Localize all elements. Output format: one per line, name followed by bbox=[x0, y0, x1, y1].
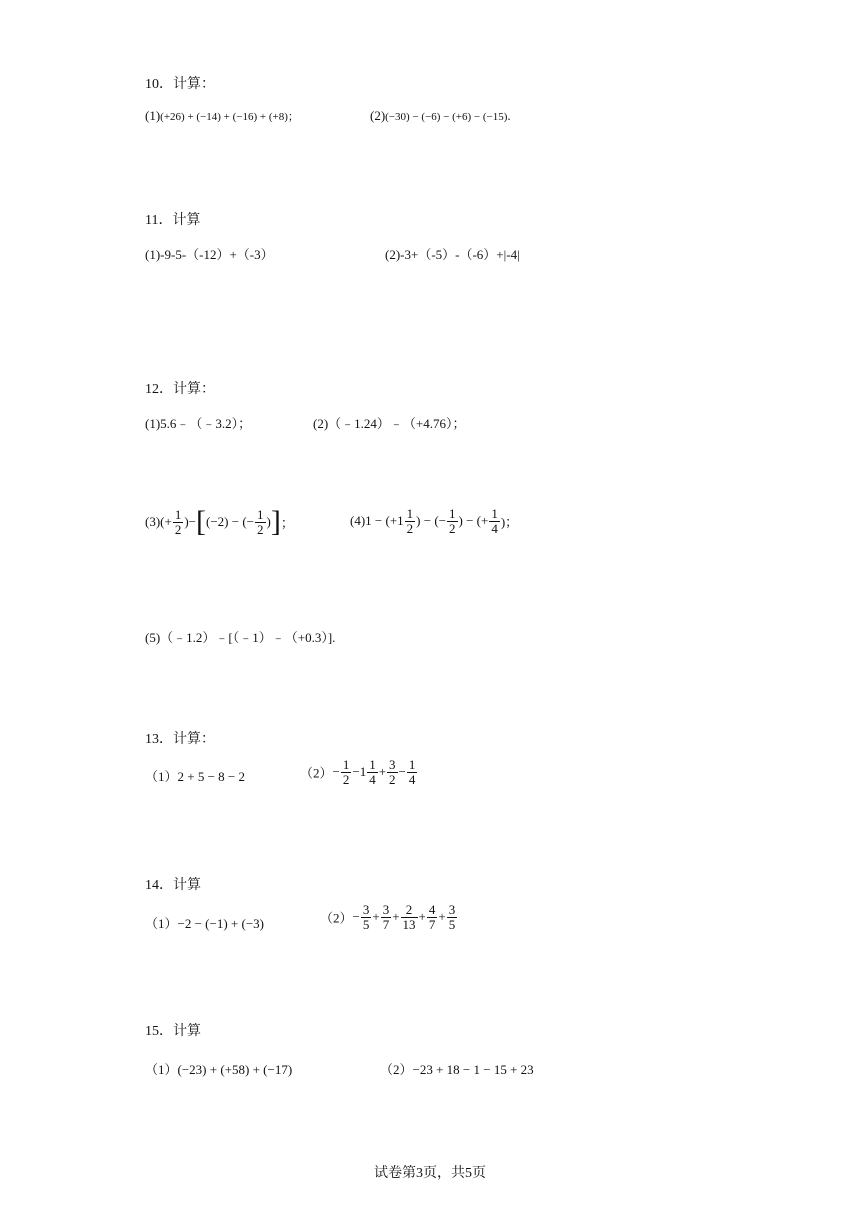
expression: (−23) + (+58) + (−17) bbox=[177, 1062, 293, 1077]
expression: − bbox=[332, 764, 340, 780]
numerator: 4 bbox=[428, 902, 436, 917]
denominator: 4 bbox=[369, 771, 376, 787]
punctuation: ； bbox=[287, 111, 299, 123]
question-13-part-2 bbox=[300, 758, 418, 786]
denominator: 4 bbox=[408, 771, 416, 787]
expression: ) − (− bbox=[416, 513, 446, 529]
numerator: 2 bbox=[401, 903, 418, 918]
page-footer: 试卷第3页，共5页 bbox=[374, 1166, 486, 1181]
expression: 2 + 5 − 8 − 2 bbox=[177, 769, 246, 784]
numerator: 1 bbox=[257, 506, 264, 522]
question-11-part-2: (2)-3+（-5）-（-6）+|-4| bbox=[385, 247, 520, 262]
expression: ) − (+ bbox=[458, 513, 489, 529]
fraction bbox=[489, 507, 500, 535]
part-label: (4) bbox=[350, 513, 366, 529]
part-label: （2） bbox=[320, 910, 353, 926]
numerator: 1 bbox=[174, 506, 182, 522]
numerator: 3 bbox=[448, 902, 456, 917]
question-15-part-2 bbox=[380, 1059, 534, 1078]
numerator: 3 bbox=[382, 902, 390, 917]
expression: −2 − (−1) + (−3) bbox=[177, 916, 264, 931]
denominator: 2 bbox=[257, 521, 264, 537]
numerator: 3 bbox=[362, 902, 370, 917]
question-13-part-1 bbox=[145, 766, 245, 785]
fraction bbox=[427, 903, 438, 931]
question-12-part-1: (1)5.6﹣（﹣3.2）； bbox=[145, 416, 252, 431]
fraction bbox=[173, 508, 184, 536]
fraction bbox=[447, 507, 458, 535]
question-12-part-2: (2)（﹣1.24）﹣（+4.76）； bbox=[313, 416, 466, 431]
expression: )； bbox=[500, 514, 519, 530]
expression: + bbox=[418, 909, 426, 925]
expression: − bbox=[398, 764, 406, 780]
question-15-part-1 bbox=[145, 1059, 292, 1078]
fraction bbox=[401, 903, 418, 931]
fraction bbox=[447, 903, 458, 931]
expression: (−2) − (− bbox=[206, 514, 254, 529]
question-13-title: 13．计算： bbox=[145, 732, 215, 747]
numerator: 1 bbox=[342, 757, 350, 772]
question-14-title: 14．计算 bbox=[145, 878, 201, 893]
expression: (+26) + (−14) + (−16) + (+8) bbox=[160, 111, 288, 123]
fraction bbox=[361, 903, 372, 931]
part-label: （2） bbox=[380, 1062, 413, 1077]
question-12-part-3 bbox=[145, 507, 294, 537]
denominator: 2 bbox=[449, 520, 456, 536]
denominator: 5 bbox=[362, 916, 370, 932]
question-15-title: 15．计算 bbox=[145, 1024, 201, 1039]
expression: −1 bbox=[352, 764, 367, 780]
expression: 1 − (+1 bbox=[365, 513, 404, 529]
part-label: （1） bbox=[145, 916, 178, 931]
fraction bbox=[381, 903, 392, 931]
expression: + bbox=[438, 909, 446, 925]
expression: )− bbox=[184, 514, 197, 529]
question-12-part-5: (5)（﹣1.2）﹣[（﹣1）﹣（+0.3）]. bbox=[145, 630, 336, 645]
open-bracket: [ bbox=[196, 505, 207, 538]
denominator: 2 bbox=[389, 771, 396, 787]
question-12-part-4 bbox=[350, 507, 518, 535]
fraction bbox=[367, 758, 378, 786]
numerator: 1 bbox=[369, 757, 376, 772]
close-bracket: ] bbox=[270, 505, 281, 538]
expression: − bbox=[352, 909, 360, 925]
expression: ) bbox=[266, 514, 271, 529]
punctuation: ； bbox=[280, 515, 294, 531]
question-10-part-2 bbox=[370, 108, 511, 124]
question-11-title: 11．计算 bbox=[145, 213, 201, 228]
fraction bbox=[387, 758, 398, 786]
denominator: 13 bbox=[402, 916, 416, 932]
question-14-part-2 bbox=[320, 903, 458, 931]
expression: −23 + 18 − 1 − 15 + 23 bbox=[412, 1062, 534, 1077]
expression: (+ bbox=[160, 514, 172, 529]
numerator: 1 bbox=[406, 506, 414, 521]
punctuation: . bbox=[507, 108, 511, 123]
denominator: 2 bbox=[406, 520, 414, 536]
part-label: (2) bbox=[370, 108, 386, 123]
expression: + bbox=[378, 764, 387, 780]
expression: (−30) − (−6) − (+6) − (−15) bbox=[385, 111, 508, 123]
denominator: 4 bbox=[491, 520, 498, 536]
denominator: 7 bbox=[382, 916, 390, 932]
numerator: 1 bbox=[408, 757, 416, 772]
denominator: 7 bbox=[428, 916, 436, 932]
part-label: （1） bbox=[145, 1062, 178, 1077]
expression: + bbox=[392, 909, 400, 925]
denominator: 2 bbox=[174, 521, 182, 537]
part-label: （2） bbox=[300, 765, 333, 781]
part-label: (3) bbox=[145, 514, 161, 529]
part-label: (1) bbox=[145, 108, 161, 123]
question-11-part-1: (1)-9-5-（-12）+（-3） bbox=[145, 247, 274, 262]
fraction bbox=[405, 507, 416, 535]
numerator: 1 bbox=[449, 506, 456, 521]
question-14-part-1 bbox=[145, 913, 264, 932]
fraction bbox=[255, 508, 266, 536]
question-10-part-1 bbox=[145, 108, 299, 124]
fraction bbox=[341, 758, 352, 786]
fraction bbox=[407, 758, 418, 786]
expression: + bbox=[372, 909, 380, 925]
denominator: 2 bbox=[342, 771, 350, 787]
denominator: 5 bbox=[448, 916, 456, 932]
question-10-title: 10．计算： bbox=[145, 77, 215, 92]
numerator: 3 bbox=[389, 757, 396, 772]
part-label: （1） bbox=[145, 769, 178, 784]
numerator: 1 bbox=[491, 506, 498, 521]
question-12-title: 12．计算： bbox=[145, 382, 215, 397]
